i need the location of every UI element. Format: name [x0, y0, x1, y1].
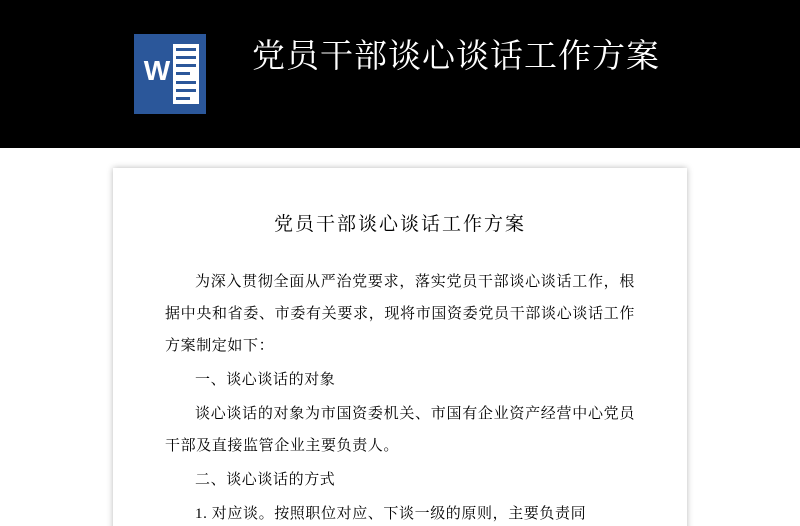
document-page[interactable] [113, 168, 687, 526]
document-heading: 党员干部谈心谈话工作方案 [273, 214, 526, 235]
document-paragraph: 一、谈心谈话的对象 [195, 372, 336, 388]
word-icon-lines [173, 44, 199, 104]
word-document-icon [134, 34, 206, 114]
document-paragraph: 谈心谈话的对象为市国资委机关、市国有企业资产经营中心党员干部及直接监管企业主要负责人。 [165, 406, 635, 454]
document-paragraph: 二、谈心谈话的方式 [195, 472, 336, 488]
word-icon-letter: W [143, 55, 171, 86]
document-paragraph: 1. 对应谈。按照职位对应、下谈一级的原则，主要负责同 [195, 506, 587, 522]
document-paragraph: 为深入贯彻全面从严治党要求，落实党员干部谈心谈话工作，根据中央和省委、市委有关要求，现将市国资委党员干部谈心谈话工作方案制定如下： [165, 274, 635, 354]
page-title: 党员干部谈心谈话工作方案 [252, 37, 660, 74]
document-header-banner [0, 0, 800, 148]
document-body [165, 266, 635, 526]
document-paper-area [0, 148, 800, 526]
